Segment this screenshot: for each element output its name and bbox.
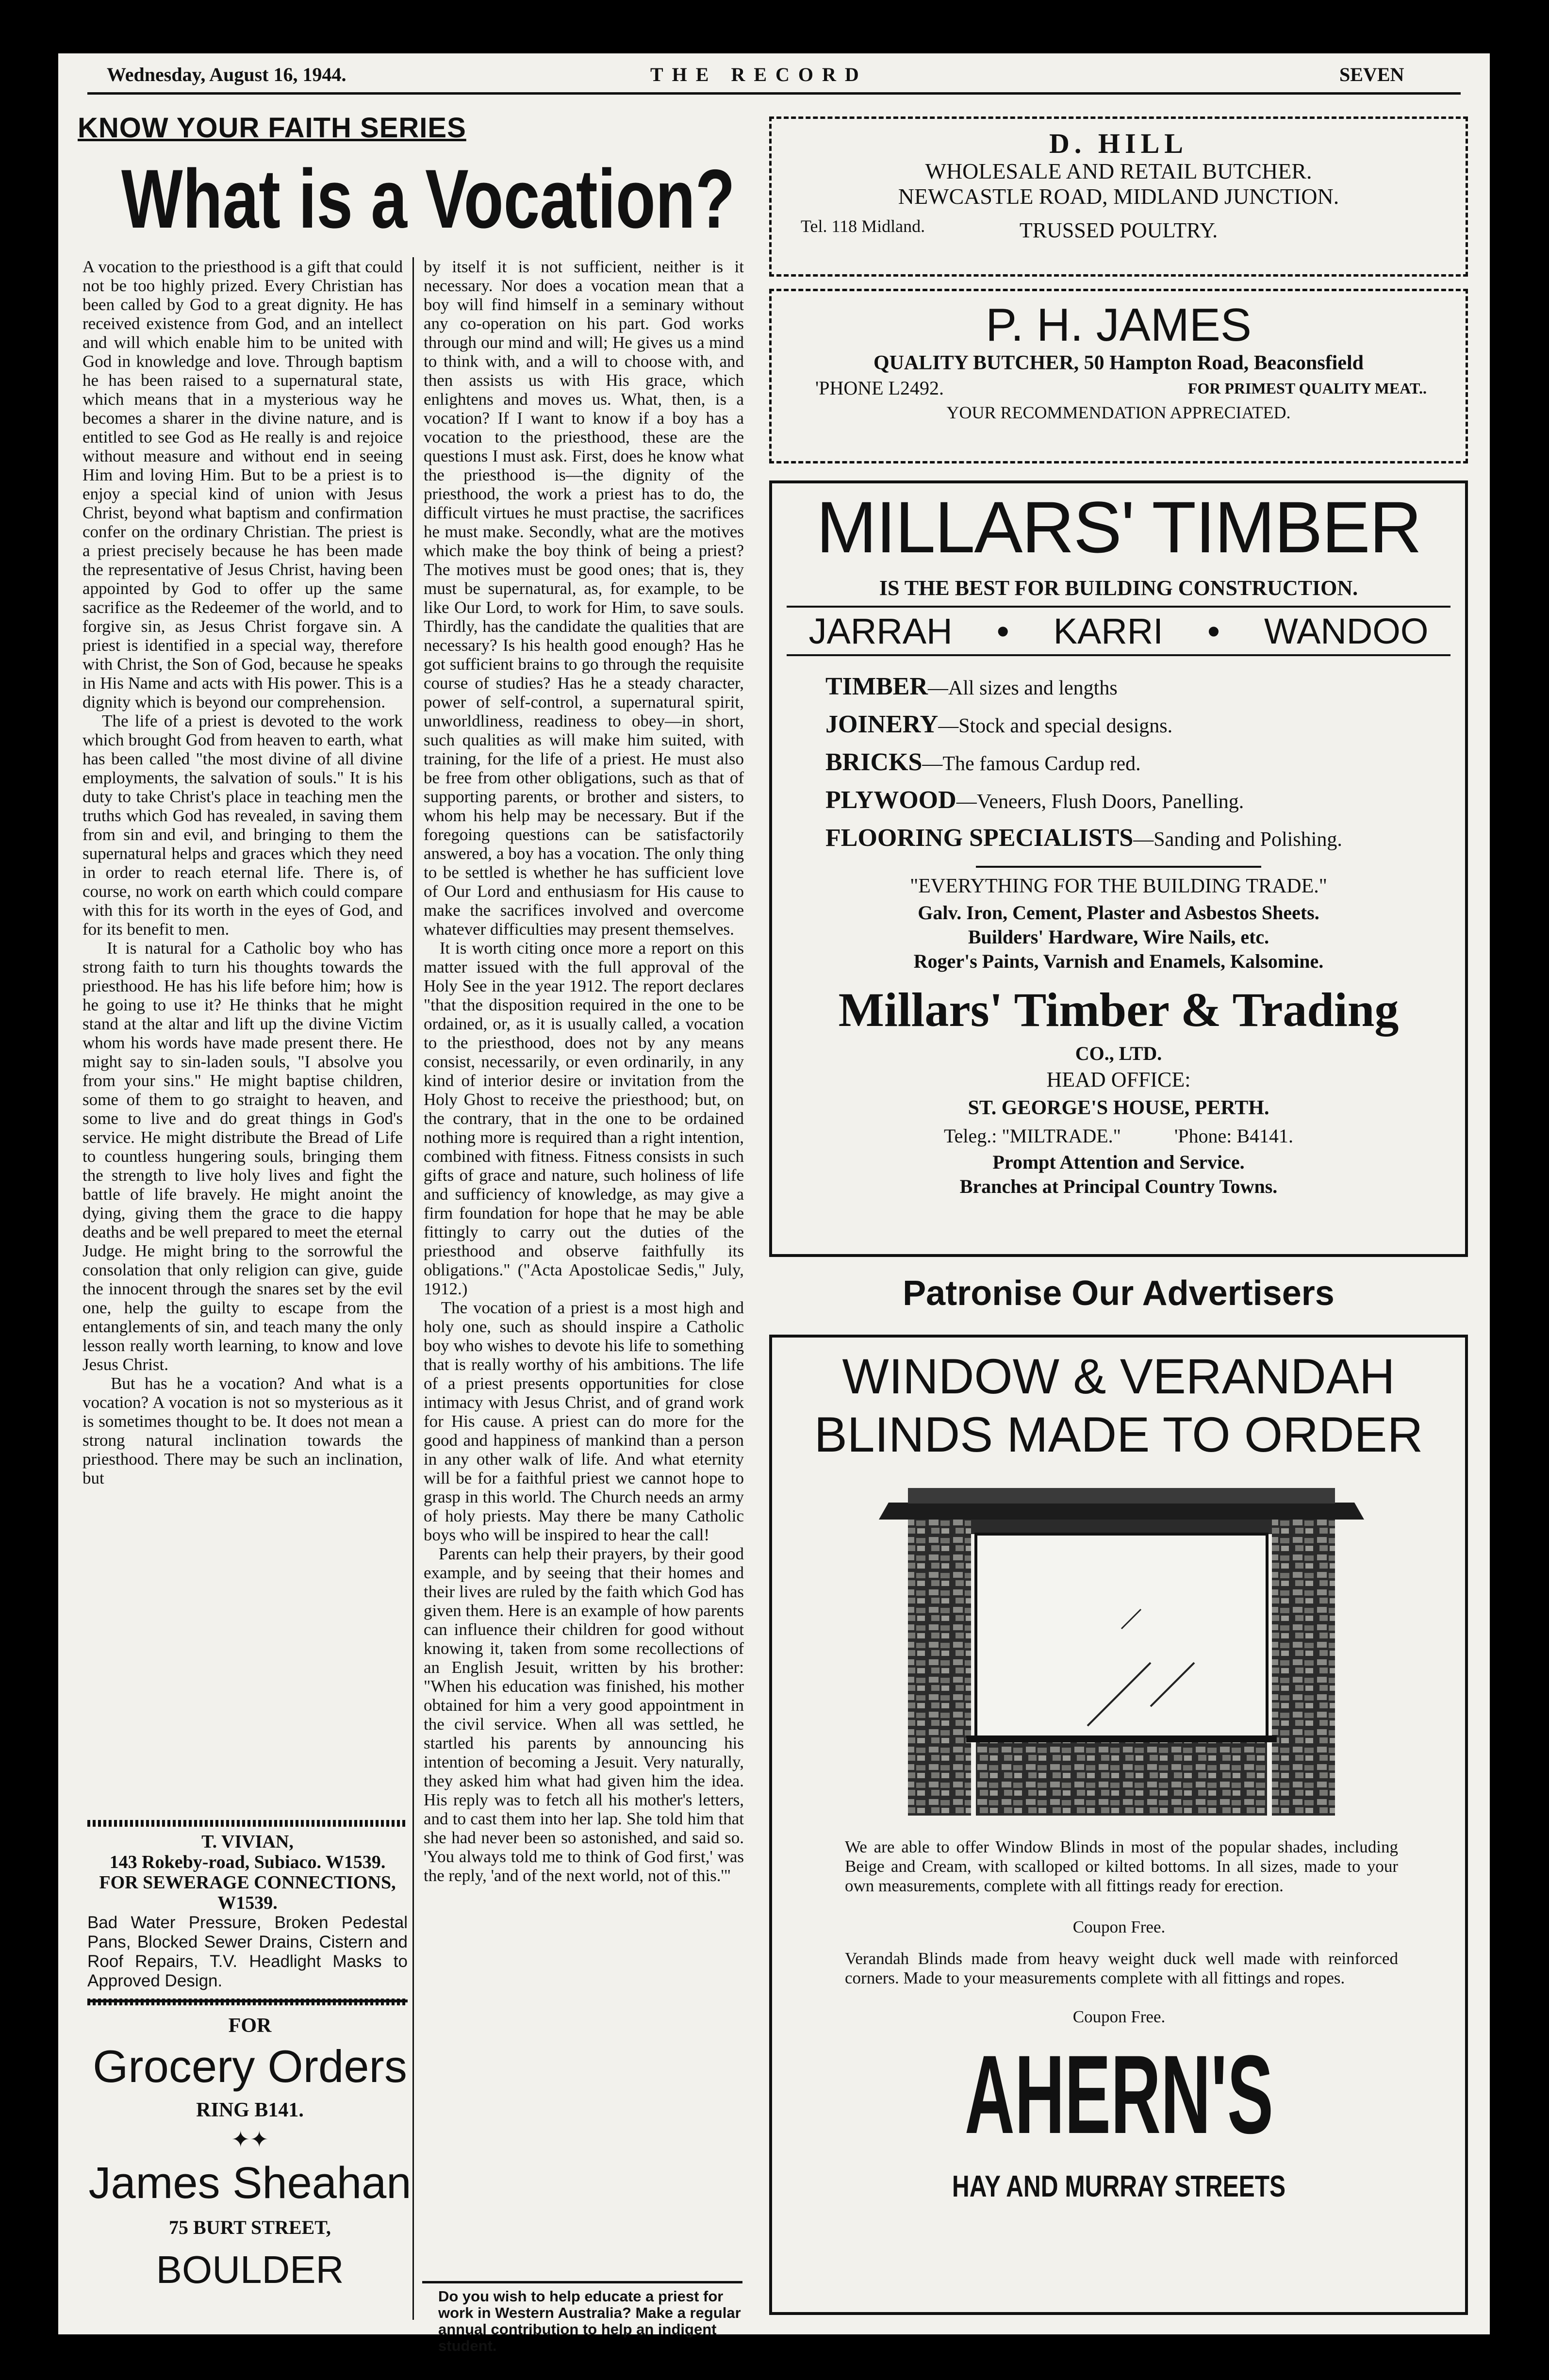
ad-divider	[87, 2000, 408, 2002]
sheahan-name: James Sheahan	[88, 2158, 412, 2208]
vivian-ad	[87, 1820, 408, 2005]
wood-wandoo: WANDOO	[1264, 611, 1429, 651]
newspaper-page	[58, 53, 1490, 2354]
product-item: PLYWOOD—Veneers, Flush Doors, Panelling.	[825, 786, 1244, 814]
millars-prompt: Prompt Attention and Service.	[992, 1151, 1245, 1173]
hill-tel: Tel. 118 Midland.	[801, 216, 925, 236]
lintel	[971, 1520, 1272, 1534]
sheahan-ring: RING B141.	[196, 2099, 304, 2121]
sheahan-town: BOULDER	[156, 2248, 344, 2291]
james-name: P. H. JAMES	[986, 299, 1252, 351]
aherns-coupon-2: Coupon Free.	[1072, 2007, 1166, 2026]
hill-name: D. HILL	[1049, 128, 1188, 159]
millars-ad	[769, 480, 1468, 1257]
appeal-text: Do you wish to help educate a priest for work in Western Australia? Make a regular annual contribution to help an indigent student.	[438, 2288, 741, 2354]
james-phone: 'PHONE L2492.	[815, 377, 944, 399]
hill-line2: NEWCASTLE ROAD, MIDLAND JUNCTION.	[898, 184, 1339, 209]
millars-co: CO., LTD.	[1075, 1042, 1162, 1064]
aherns-ad	[769, 1335, 1468, 2315]
sill-ledge	[966, 1735, 1277, 1742]
product-item: TIMBER—All sizes and lengths	[825, 673, 1118, 700]
aherns-paragraph-2: Verandah Blinds made from heavy weight duck well made with reinforced corners. Made to your measurements complete with all fittings and ropes.	[845, 1949, 1398, 1987]
dot-icon: •	[996, 611, 1009, 651]
millars-rule	[976, 866, 1261, 868]
sheahan-headline: Grocery Orders	[93, 2041, 407, 2092]
millars-company: Millars' Timber & Trading	[838, 983, 1399, 1037]
roof-shape	[879, 1503, 1364, 1520]
stone-pillar-right	[1272, 1520, 1335, 1816]
millars-headline: MILLARS' TIMBER	[816, 486, 1421, 568]
product-item: FLOORING SPECIALISTS—Sanding and Polishing.	[825, 824, 1342, 852]
sheahan-for: FOR	[228, 2015, 272, 2037]
sheahan-street: 75 BURT STREET,	[169, 2216, 331, 2238]
millars-house: ST. GEORGE'S HOUSE, PERTH.	[968, 1097, 1269, 1119]
aherns-headline-2: BLINDS MADE TO ORDER	[814, 1407, 1423, 1462]
millars-teleg: Teleg.: "MILTRADE."	[944, 1125, 1121, 1147]
product-item: BRICKS—The famous Cardup red.	[825, 748, 1141, 776]
millars-branches: Branches at Principal Country Towns.	[959, 1175, 1278, 1197]
james-ad	[769, 289, 1468, 463]
star-icon: ✦✦	[231, 2126, 269, 2152]
roof-ridge	[908, 1488, 1335, 1504]
millars-line2: Builders' Hardware, Wire Nails, etc.	[968, 926, 1269, 948]
sheahan-ad	[87, 2009, 412, 2297]
aherns-name: AHERN'S	[964, 2032, 1274, 2157]
masthead-title: THE RECORD	[650, 64, 868, 85]
patronise-banner: Patronise Our Advertisers	[903, 1274, 1335, 1313]
vivian-name: T. VIVIAN,	[201, 1832, 294, 1852]
millars-office: HEAD OFFICE:	[1046, 1068, 1191, 1091]
hill-line1: WHOLESALE AND RETAIL BUTCHER.	[925, 159, 1312, 183]
article-column-1: A vocation to the priesthood is a gift that could not be too highly prized. Every Christian has been called by God to a great dignity. He has received existence from God, and an intellect and will which enable him to be united with God in knowledge and love. Through baptism he has been raised to a supernatural state, which means that in a mysterious way he becomes a sharer in the divine nature, and is entitled to see God as He really is and rejoice without measure and without end in seeing Him and loving Him. But to be a priest is to enjoy a special kind of union with Jesus Christ, beyond what baptism and confirmation confer on the ordinary Christian. The priest is a priest precisely because he has been made the representative of Jesus Christ, having been appointed by God to offer up the same sacrifice as the Redeemer of the world, and to forgive sin, as Jesus Christ forgave sin. A priest is identified in a special way, therefore with Christ, the Son of God, because he speaks in His Name and acts with His power. This is a dignity which is beyond our comprehension. The life of a priest is devoted to the work which brought God from heaven to earth, what has been called "the most divine of all divine employments, the salvation of souls." It is his duty to take Christ's place in teaching men the truths which God has revealed, in saving them from sin and evil, and bringing to them the supernatural helps and graces which they need in order to reach eternal life. There is, of course, no work on earth which could compare with this for its worth in the eyes of God, and for its benefit to men. It is natural for a Catholic boy who has strong faith to turn his thoughts towards the priesthood. He has his life before him; how is he going to use it? He thinks that he might stand at the altar and lift up the divine Victim whom his words have made present there. He might say to sin-laden souls, "I absolve you from your sins." He might baptise children, some of them to go straight to heaven, and some to live and do great things in God's service. He might distribute the Bread of Life to countless hungering souls, bringing them the strength to live holy lives and fight the battle of life bravely. He might anoint the dying, giving them the grace to die happy deaths and be well prepared to meet the eternal Judge. He might bring to the sorrowful the consolation that only religion can give, guide the innocent through the snares set by the evil one, help the guilty to escape from the entanglements of sin, and teach many the only lesson really worth learning, to know and love Jesus Christ. But has he a vocation? And what is a vocation? A vocation is not so mysterious as it is sometimes thought to be. It does not mean a strong natural inclination towards the priesthood. There may be such an inclination, but	[82, 257, 403, 1488]
vivian-heading: FOR SEWERAGE CONNECTIONS,	[99, 1872, 396, 1893]
james-meat: FOR PRIMEST QUALITY MEAT..	[1187, 380, 1427, 397]
millars-phone: 'Phone: B4141.	[1174, 1125, 1293, 1147]
millars-products	[825, 671, 1465, 860]
millars-line3: Roger's Paints, Varnish and Enamels, Kalsomine.	[913, 950, 1324, 972]
page-number: SEVEN	[1339, 64, 1404, 85]
millars-sub: IS THE BEST FOR BUILDING CONSTRUCTION.	[879, 576, 1358, 600]
james-line3: YOUR RECOMMENDATION APPRECIATED.	[946, 403, 1291, 422]
hill-poultry: TRUSSED POULTRY.	[1019, 218, 1218, 242]
vivian-body: Bad Water Pressure, Broken Pedestal Pans, Blocked Sewer Drains, Cistern and Roof Repairs, T.V. Headlight Masks to Approved Design.	[87, 1913, 408, 1990]
window-blind	[976, 1534, 1267, 1738]
stone-sill	[976, 1738, 1267, 1816]
ornament-rule	[87, 1820, 408, 1827]
issue-date: Wednesday, August 16, 1944.	[107, 64, 346, 85]
article-title: What is a Vocation?	[121, 152, 735, 246]
millars-line1: Galv. Iron, Cement, Plaster and Asbestos Sheets.	[918, 902, 1319, 924]
header-rule	[87, 92, 1461, 95]
wood-jarrah: JARRAH	[808, 611, 953, 651]
vivian-phone: W1539.	[217, 1893, 278, 1913]
product-item: JOINERY—Stock and special designs.	[825, 711, 1173, 738]
wood-karri: KARRI	[1053, 611, 1163, 651]
millars-slogan: "EVERYTHING FOR THE BUILDING TRADE."	[910, 875, 1327, 897]
window-blind-illustration	[879, 1483, 1364, 1823]
james-line1: QUALITY BUTCHER, 50 Hampton Road, Beaconsfield	[873, 352, 1364, 374]
aherns-coupon-1: Coupon Free.	[1072, 1917, 1166, 1936]
stone-pillar-left	[908, 1520, 971, 1816]
hill-ad	[769, 116, 1468, 277]
dot-icon: •	[1207, 611, 1220, 651]
wood-types	[787, 606, 1450, 656]
aherns-headline-1: WINDOW & VERANDAH	[842, 1349, 1395, 1404]
aherns-streets: HAY AND MURRAY STREETS	[952, 2170, 1286, 2203]
aherns-paragraph-1: We are able to offer Window Blinds in most of the popular shades, including Beige and Cream, with scalloped or kilted bottoms. In all sizes, made to your own measurements, complete with all fittings ready for erection.	[845, 1837, 1398, 1895]
column-rule	[412, 257, 414, 2320]
article-column-2: by itself it is not sufficient, neither is it necessary. Nor does a vocation mean that a boy will find himself in a seminary without any co-operation on his part. God works through our mind and will; He gives us a mind to think with, and a will to choose with, and then assists us with His grace, which enlightens and moves us. What, then, is a vocation? If I want to know if a boy has a vocation to the priesthood, these are the questions I must ask. First, does he know what the priesthood is—the dignity of the priesthood, the work a priest has to do, the difficult virtues he must practise, the sacrifices he must make. Secondly, what are the motives which make the boy think of being a priest? The motives must be good ones; that is, they must be supernatural, as, for example, to be like Our Lord, to work for Him, to save souls. Thirdly, has the candidate the qualities that are necessary? Is his health good enough? Has he got sufficient brains to go through the requisite course of studies? Has he a steady character, power of self-control, a supernatural spirit, unworldliness, readiness to obey—in short, such qualities as will make him suited, with training, for the life of a priest. He must also be free from other obligations, such as that of supporting parents, or brother and sisters, to whom his help may be necessary. But if the foregoing questions can be satisfactorily answered, a boy has a vocation. The only thing to be settled is whether he has sufficient love of Our Lord and enthusiasm for His cause to make the sacrifices involved and overcome whatever difficulties may present themselves. It is worth citing once more a report on this matter issued with the full approval of the Holy See in the year 1912. The report declares "that the disposition required in the one to be ordained, or, as it is usually called, a vocation to the priesthood, does not by any means consist, necessarily, or even ordinarily, in any kind of interior desire or invitation from the Holy Ghost to receive the priesthood; but, on the contrary, that in the one to be ordained nothing more is required than a right intention, combined with fitness. Fitness consists in such gifts of grace and nature, such holiness of life and sufficiency of knowledge, as may give a firm foundation for hope that he may be able fittingly to carry out the duties of the priesthood and observe faithfully its obligations." ("Acta Apostolicae Sedis," July, 1912.) The vocation of a priest is a most high and holy one, such as should inspire a Catholic boy who wishes to devote his life to something that is really worthy of his ambitions. The life of a priest presents opportunities for close intimacy with Jesus Christ, and of grand work for His cause. A priest can do more for the good and happiness of mankind than a person in any other walk of life. And what eternity will be for a faithful priest we cannot hope to grasp in this world. The Church needs an army of holy priests. May there be many Catholic boys who will be inspired to hear the call! Parents can help their prayers, by their good example, and by seeing that their homes and their lives are ruled by the faith which God has given them. Here is an example of how parents can influence their children for good without knowing it, taken from some recollections of an English Jesuit, written by his brother: "When his education was finished, his mother obtained for him a very good appointment in the civil service. When all was settled, he startled his parents by announcing his intention of becoming a Jesuit. Very naturally, they asked him what had given him the idea. His reply was to fetch all his mother's letters, and to cast them into her lap. She told him that she had never been so astonished, and said so. 'You always told me to think of God first,' was the reply, 'and of the next world, not of this.'"	[424, 257, 744, 1885]
appeal-rule	[422, 2281, 742, 2283]
series-label: KNOW YOUR FAITH SERIES	[78, 112, 466, 144]
vivian-address: 143 Rokeby-road, Subiaco. W1539.	[109, 1852, 386, 1872]
